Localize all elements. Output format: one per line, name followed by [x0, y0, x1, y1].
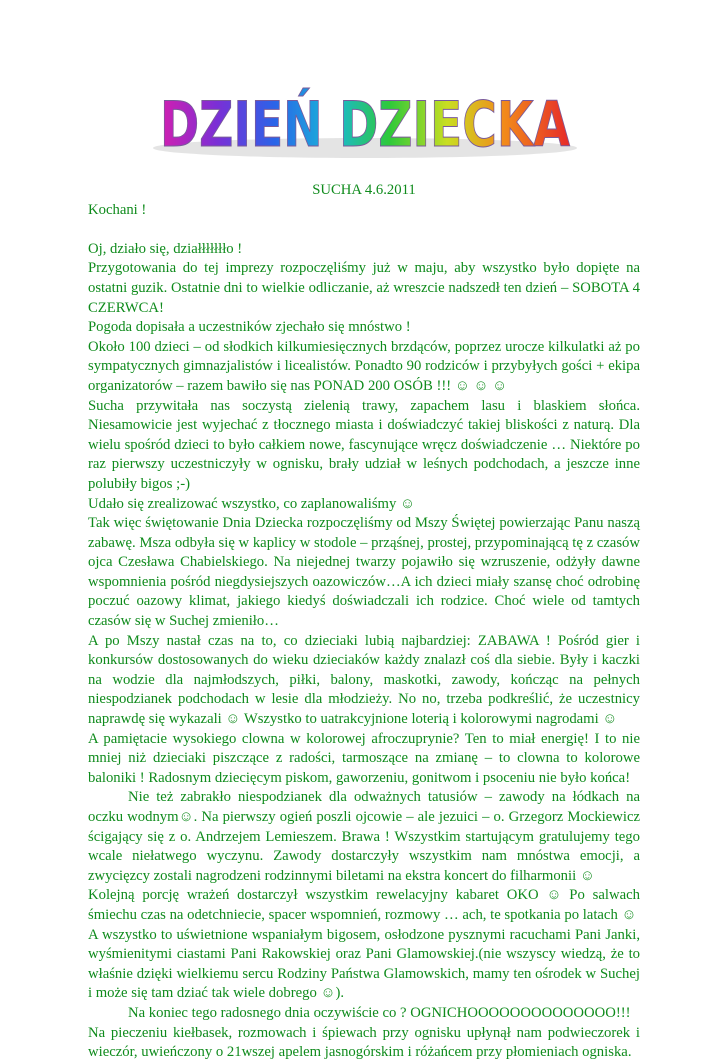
paragraph: Tak więc świętowanie Dnia Dziecka rozpoczęliśmy od Mszy Świętej powierzając Panu naszą zabawę. Msza odbyła się w kaplicy w stodole – prząśnej, prostej, przypominającą tę z czasów ojca Czesława Chabielskiego. Na niejednej twarzy pojawiło się wzruszenie, odżyły dawne wspomnienia pośród niegdysiejszych oazowiczów…A ich dzieci miały szansę choć odrobinę poczuć oazowy klimat, jakiego kiedyś doświadczali ich rodzice. Choć wiele od tamtych czasów się w Suchej zmieniło… — [88, 515, 640, 630]
paragraph: Około 100 dzieci – od słodkich kilkumiesięcznych brzdąców, poprzez urocze kilkulatki aż po sympatycznych gimnazjalistów i licealistów. Ponadto 90 rodziców i przybyłych gości + ekipa organizatorów – razem bawiło się nas PONAD 200 OSÓB !!! ☺ ☺ ☺ — [88, 338, 640, 394]
paragraph: A pamiętacie wysokiego clowna w kolorowej afroczuprynie? Ten to miał energię! I to nie mniej niż dzieciaki piszczące z radości, tarmoszące na zmianę – to clowna to kolorowe baloniki ! Radosnym dziecięcym piskom, gaworzeniu, gonitwom i psoceniu nie było końca! — [88, 730, 640, 786]
title-wordart — [150, 88, 580, 162]
paragraph: Udało się zrealizować wszystko, co zaplanowaliśmy ☺ — [88, 495, 415, 512]
blank-line — [88, 220, 640, 240]
paragraph: Przygotowania do tej imprezy rozpoczęliśmy już w maju, aby wszystko było dopięte na ostatni guzik. Ostatnie dni to wielkie odliczanie, aż wreszcie nadszedł ten dzień – SOBOTA 4 CZERWCA! — [88, 260, 640, 316]
paragraph: Na koniec tego radosnego dnia oczywiście co ? OGNICHOOOOOOOOOOOOOO!!! — [128, 1004, 631, 1021]
date-line: SUCHA 4.6.2011 — [312, 182, 416, 198]
paragraph: Nie też zabrakło niespodzianek dla odważnych tatusiów – zawody na łódkach na oczku wodnym☺. Na pierwszy ogień poszli ojcowie – ale jezuici – o. Grzegorz Mockiewicz ścigający się z o. Andrzejem Lemieszem. Brawa ! Wszystkim startującym gratulujemy tego wcale niełatwego wyczynu. Zawody dostarczyły wszystkim nam mnóstwa emocji, a zwycięzcy zostali nagrodzeni rodzinnymi biletami na ekstra koncert do filharmonii ☺ — [88, 789, 640, 884]
paragraph: A wszystko to uświetnione wspaniałym bigosem, osłodzone pysznymi racuchami Pani Janki, wyśmienitymi ciastami Pani Rakowskiej oraz Pani Glamowskiej.(nie wszyscy wiedzą, że to właśnie dzięki wielkiemu sercu Rodziny Państwa Glamowskich, mamy ten ośrodek w Suchej i może się tam dziać tak wiele dobrego ☺). — [88, 926, 640, 1002]
paragraph: Pogoda dopisała a uczestników zjechało się mnóstwo ! — [88, 319, 411, 336]
paragraph: Na pieczeniu kiełbasek, rozmowach i śpiewach przy ognisku upłynął nam podwieczorek i wieczór, uwieńczony o 21wszej apelem jasnogórskim i różańcem przy płomieniach ogniska. — [88, 1024, 640, 1061]
letter-body — [88, 181, 640, 1063]
title-text: DZIEŃ DZIECKA — [160, 88, 571, 161]
paragraph: Kolejną porcję wrażeń dostarczył wszystkim rewelacyjny kabaret OKO ☺ Po salwach śmiechu czas na odetchniecie, spacer wspomnień, rozmowy … ach, te spotkania po latach ☺ — [88, 887, 640, 923]
paragraph: Sucha przywitała nas soczystą zielenią trawy, zapachem lasu i blaskiem słońca. Niesamowicie jest wyjechać z tłocznego miasta i doświadczyć takiej bliskości z naturą. Dla wielu spośród dzieci to było całkiem nowe, fascynujące wręcz doświadczenie … Niektóre po raz pierwszy uczestniczyły w ognisku, brały udział w leśnych podchodach, a jeszcze inne polubiły bigos ;-) — [88, 397, 640, 492]
greeting: Kochani ! — [88, 201, 147, 218]
paragraph: Oj, działo się, działłłłłłło ! — [88, 240, 243, 257]
paragraph: A po Mszy nastał czas na to, co dzieciaki lubią najbardziej: ZABAWA ! Pośród gier i konkursów dostosowanych do wieku dzieciaków każdy znalazł coś dla siebie. Były i kaczki na wodzie dla najmłodszych, piłki, balony, maskotki, zawody, kończąc na pełnych niespodzianek podchodach w lesie dla młodzieży. No no, trzeba podkreślić, że uczestnicy naprawdę się wykazali ☺ Wszystko to uatrakcyjnione loterią i kolorowymi nagrodami ☺ — [88, 632, 640, 728]
